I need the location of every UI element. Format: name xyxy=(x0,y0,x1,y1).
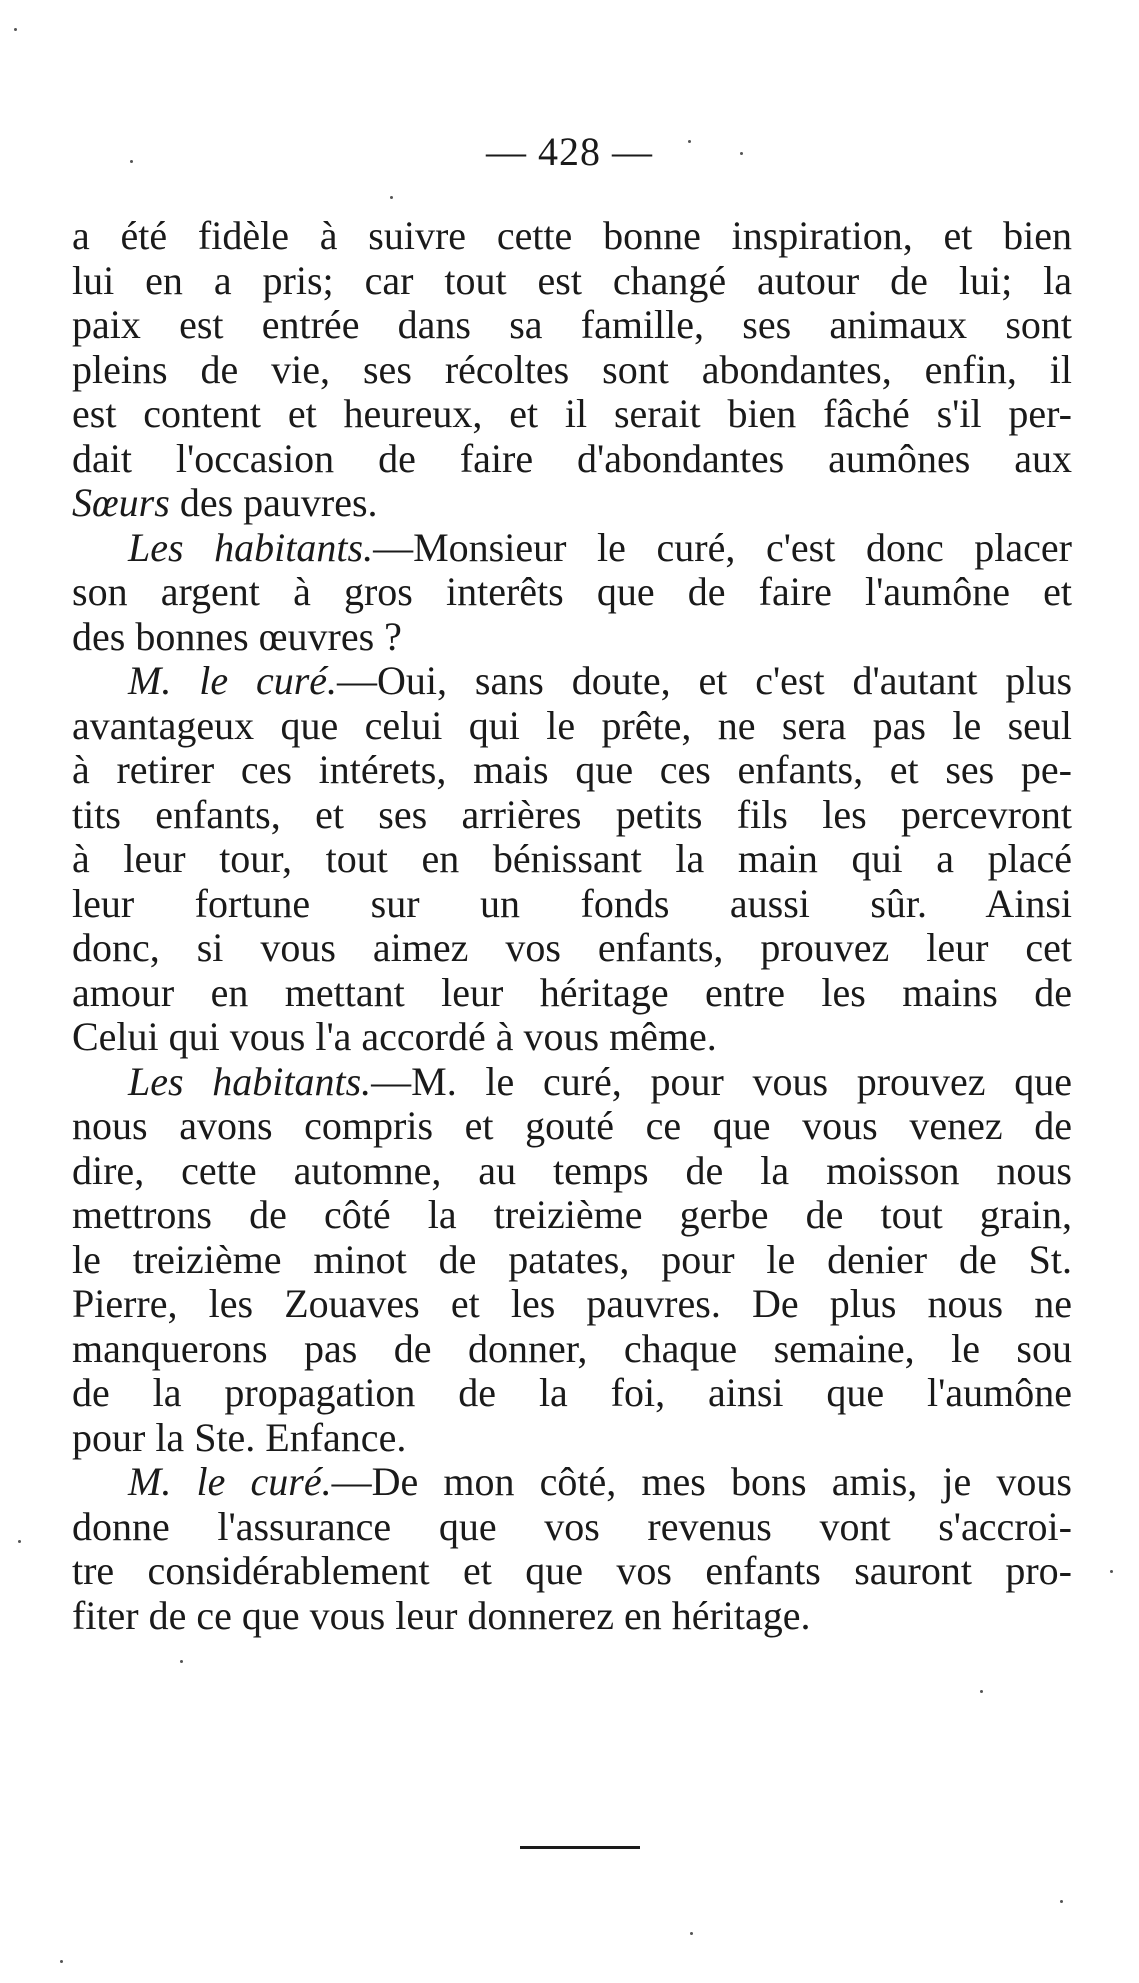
line-text: donne l'assurance que vos revenus vont s'accroi- xyxy=(72,1503,1072,1549)
line-text: lui en a pris; car tout est changé autour de lui; la xyxy=(72,257,1072,303)
text-line xyxy=(72,1193,1072,1238)
print-speck xyxy=(688,140,691,143)
text-line xyxy=(72,1371,1072,1416)
text-line xyxy=(72,392,1072,437)
text-line xyxy=(72,570,1072,615)
speaker-label: M. le curé. xyxy=(128,1459,332,1504)
line-text: le treizième minot de patates, pour le denier de St. xyxy=(72,1236,1072,1282)
line-text: à retirer ces intérets, mais que ces enfants, et ses pe- xyxy=(72,747,1072,792)
text-line xyxy=(72,1460,1072,1505)
text-line xyxy=(72,303,1072,348)
line-text: pleins de vie, ses récoltes sont abondantes, enfin, il xyxy=(72,346,1072,392)
line-text: paix est entrée dans sa famille, ses animaux sont xyxy=(72,302,1072,347)
text-line xyxy=(72,1327,1072,1372)
line-text: de la propagation de la foi, ainsi que l'aumône xyxy=(72,1370,1072,1415)
line-text: dire, cette automne, au temps de la moisson nous xyxy=(72,1147,1072,1193)
text-line xyxy=(72,748,1072,793)
print-speck xyxy=(1110,1570,1113,1573)
text-line xyxy=(72,1416,1072,1461)
line-text: à leur tour, tout en bénissant la main qui a placé xyxy=(72,836,1072,881)
text-line xyxy=(72,1505,1072,1550)
line-text: —M. le curé, pour vous prouvez que xyxy=(371,1058,1072,1104)
text-line xyxy=(72,1149,1072,1194)
line-text: avantageux que celui qui le prête, ne sera pas le seul xyxy=(72,702,1072,748)
text-line xyxy=(72,1238,1072,1283)
line-text: fiter de ce que vous leur donnerez en héritage. xyxy=(72,1592,811,1638)
text-line xyxy=(72,259,1072,304)
line-text: tre considérablement et que vos enfants sauront pro- xyxy=(72,1548,1072,1593)
line-text: —Monsieur le curé, c'est donc placer xyxy=(373,524,1072,570)
print-speck xyxy=(180,1660,183,1663)
text-line xyxy=(72,526,1072,571)
italic-word: Sœurs xyxy=(72,480,170,525)
text-line xyxy=(72,1549,1072,1594)
text-line xyxy=(72,1594,1072,1639)
speaker-label: Les habitants. xyxy=(128,1058,372,1104)
speaker-label: Les habitants. xyxy=(128,524,374,570)
line-text: —De mon côté, mes bons amis, je vous xyxy=(331,1459,1073,1504)
line-text: pour la Ste. Enfance. xyxy=(72,1414,407,1460)
end-rule xyxy=(520,1846,640,1849)
line-text: donc, si vous aimez vos enfants, prouvez leur cet xyxy=(72,925,1072,970)
text-line xyxy=(72,437,1072,482)
line-text: des bonnes œuvres ? xyxy=(72,613,402,659)
line-text: leur fortune sur un fonds aussi sûr. Ainsi xyxy=(72,880,1072,926)
text-line xyxy=(72,481,1072,526)
page-number: — 428 — xyxy=(486,129,653,174)
text-line xyxy=(72,1104,1072,1149)
text-line xyxy=(72,926,1072,971)
print-speck xyxy=(390,196,393,199)
line-text: a été fidèle à suivre cette bonne inspiration, et bien xyxy=(72,213,1072,258)
print-speck xyxy=(740,152,743,155)
print-speck xyxy=(18,1540,21,1543)
line-text: des pauvres. xyxy=(169,480,378,525)
speaker-label: M. le curé. xyxy=(128,658,338,703)
text-line xyxy=(72,1060,1072,1105)
text-line xyxy=(72,659,1072,704)
text-line xyxy=(72,793,1072,838)
print-speck xyxy=(1060,1900,1063,1903)
text-line xyxy=(72,837,1072,882)
line-text: son argent à gros interêts que de faire l'aumône et xyxy=(72,569,1072,614)
line-text: Celui qui vous l'a accordé à vous même. xyxy=(72,1014,717,1059)
line-text: tits enfants, et ses arrières petits fils les percevront xyxy=(72,791,1072,837)
line-text: —Oui, sans doute, et c'est d'autant plus xyxy=(337,658,1073,703)
dialogue-text-block xyxy=(72,214,1072,1638)
text-line xyxy=(72,1015,1072,1060)
print-speck xyxy=(130,160,133,163)
line-text: est content et heureux, et il serait bien fâché s'il per- xyxy=(72,391,1072,436)
text-line xyxy=(72,615,1072,660)
line-text: manquerons pas de donner, chaque semaine, le sou xyxy=(72,1325,1072,1371)
line-text: Pierre, les Zouaves et les pauvres. De plus nous ne xyxy=(72,1281,1072,1326)
line-text: dait l'occasion de faire d'abondantes aumônes aux xyxy=(72,435,1072,481)
line-text: amour en mettant leur héritage entre les mains de xyxy=(72,969,1072,1015)
text-line xyxy=(72,348,1072,393)
print-speck xyxy=(980,1690,983,1693)
text-line xyxy=(72,704,1072,749)
text-line xyxy=(72,971,1072,1016)
text-line xyxy=(72,214,1072,259)
line-text: nous avons compris et gouté ce que vous venez de xyxy=(72,1103,1072,1148)
print-speck xyxy=(14,28,17,31)
text-line xyxy=(72,1282,1072,1327)
print-speck xyxy=(690,1932,693,1935)
text-line xyxy=(72,882,1072,927)
line-text: mettrons de côté la treizième gerbe de tout grain, xyxy=(72,1192,1072,1237)
print-speck xyxy=(60,1960,63,1963)
